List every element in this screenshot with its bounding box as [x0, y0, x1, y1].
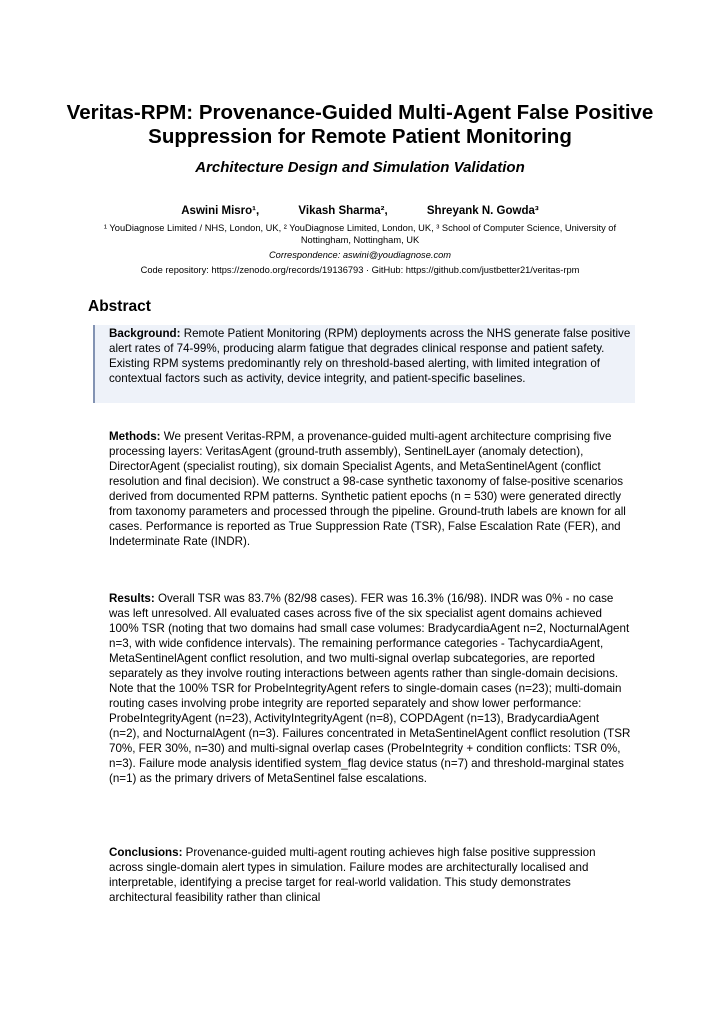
- methods-label: Methods:: [109, 430, 161, 443]
- abstract-methods: [109, 429, 631, 549]
- background-label: Background:: [109, 327, 181, 340]
- paper-subtitle: Architecture Design and Simulation Validation: [195, 159, 525, 176]
- affiliations: ¹ YouDiagnose Limited / NHS, London, UK, ² YouDiagnose Limited, London, UK, ³ School of Computer Science, University of Nottingham, Nottingham, UK: [103, 223, 617, 245]
- conclusions-label: Conclusions:: [109, 846, 183, 859]
- author-name: Aswini Misro¹,: [181, 205, 260, 217]
- background-text: Remote Patient Monitoring (RPM) deployments across the NHS generate false positive alert rates of 74-99%, producing alarm fatigue that degrades clinical response and patient safety. Existing RPM systems predominantly rely on threshold-based alerting, with limited integration of contextual factors such as activity, device integrity, and patient-specific baselines.: [109, 327, 631, 385]
- conclusions-text: Provenance-guided multi-agent routing achieves high false positive suppression across single-domain alert types in simulation. Failure modes are architecturally localised and interpretable, identifying a precise target for real-world validation. This study demonstrates architectural feasibility rather than clinical: [109, 846, 596, 904]
- correspondence: Correspondence: aswini@youdiagnose.com: [268, 250, 452, 260]
- abstract-conclusions: [109, 845, 631, 905]
- author-name: Shreyank N. Gowda³: [426, 205, 539, 217]
- results-label: Results:: [109, 592, 155, 605]
- methods-text: We present Veritas-RPM, a provenance-guided multi-agent architecture comprising five processing layers: VeritasAgent (ground-truth assembly), SentinelLayer (anomaly detection), DirectorAgent (specialist routing), six domain Specialist Agents, and MetaSentinelAgent (conflict resolution and final decision). We construct a 98-case synthetic taxonomy of false-positive scenarios derived from documented RPM patterns. Synthetic patient epochs (n = 530) were generated directly from taxonomy parameters and processed through the pipeline. Ground-truth labels are known for all cases. Performance is reported as True Suppression Rate (TSR), False Escalation Rate (FER), and Indeterminate Rate (INDR).: [109, 430, 626, 548]
- author-list: [60, 204, 660, 218]
- abstract-background: [109, 326, 631, 386]
- author-name: Vikash Sharma²,: [298, 205, 388, 217]
- abstract-results: [109, 591, 631, 786]
- code-repository: Code repository: https://zenodo.org/records/19136793 · GitHub: https://github.com/justbetter21/veritas-rpm: [140, 265, 580, 275]
- abstract-heading: Abstract: [88, 298, 151, 315]
- paper-title: Veritas-RPM: Provenance-Guided Multi-Agent False Positive Suppression for Remote Patient Monitoring: [66, 101, 654, 148]
- results-text: Overall TSR was 83.7% (82/98 cases). FER was 16.3% (16/98). INDR was 0% - no case was left unresolved. All evaluated cases across five of the six specialist agent domains achieved 100% TSR (noting that two domains had small case volumes: BradycardiaAgent n=2, NocturnalAgent n=3, with wide confidence intervals). The remaining performance categories - TachycardiaAgent, MetaSentinelAgent conflict resolution, and two multi-signal overlap subcategories, are reported separately as they involve routing interactions between agents rather than single-domain decisions. Note that the 100% TSR for ProbeIntegrityAgent refers to single-domain cases (n=23); multi-domain routing cases involving probe integrity are reported separately and show lower performance: ProbeIntegrityAgent (n=23), ActivityIntegrityAgent (n=8), COPDAgent (n=13), BradycardiaAgent (n=2), and NocturnalAgent (n=3). Failures concentrated in MetaSentinelAgent conflict resolution (TSR 70%, FER 30%, n=30) and multi-signal overlap cases (ProbeIntegrity + condition conflicts: TSR 0%, n=3). Failure mode analysis identified system_flag device status (n=7) and threshold-marginal states (n=1) as the primary drivers of MetaSentinel false escalations.: [109, 592, 631, 785]
